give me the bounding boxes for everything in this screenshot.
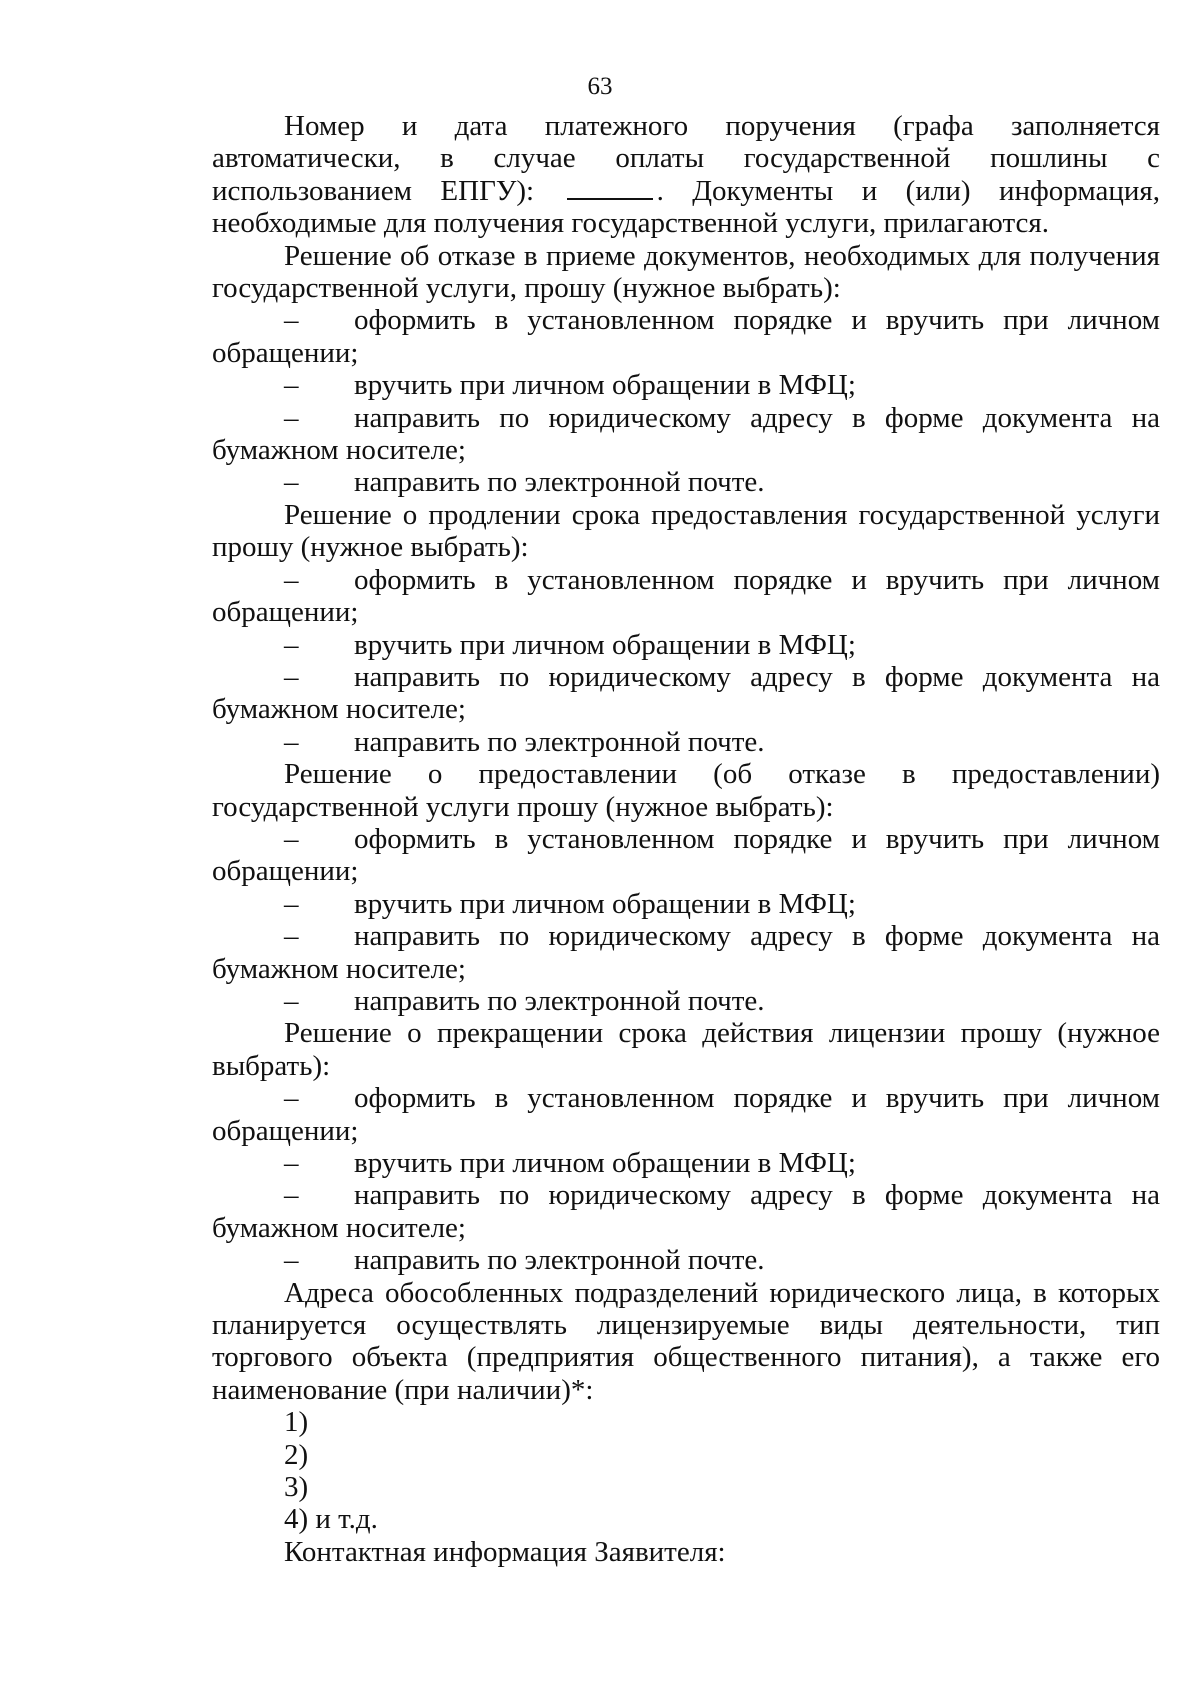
option-list-item [212,726,1160,758]
dash-bullet: – [284,1082,299,1115]
address-list-item: 1) [284,1406,309,1439]
option-text: направить по электронной почте. [354,725,765,758]
addresses-paragraph: Адреса обособленных подразделений юридического лица, в которых планируется осуществлять лицензируемые виды деятельности, тип торгового объекта (предприятия общественного питания), а также его наименование (при наличии)*: [212,1276,1160,1406]
option-text: направить по юридическому адресу в форме документа на бумажном носителе; [212,1179,1160,1244]
section-heading: Решение о прекращении срока действия лицензии прошу (нужное выбрать): [212,1017,1160,1082]
option-text: вручить при личном обращении в МФЦ; [354,369,856,402]
dash-bullet: – [284,466,299,499]
dash-bullet: – [284,369,299,402]
option-list-item [212,1082,1160,1147]
address-list-item: 2) [284,1438,309,1471]
document-body [212,110,1160,1568]
option-text: направить по электронной почте. [354,984,765,1017]
option-list-item [212,629,1160,661]
dash-bullet: – [284,660,299,693]
option-text: оформить в установленном порядке и вручить при личном обращении; [212,822,1160,888]
addresses-list [212,1406,1160,1536]
option-list-item [212,985,1160,1017]
option-list-item [212,823,1160,888]
dash-bullet: – [284,984,299,1017]
option-list-item [212,661,1160,726]
payment-text-before: Номер и дата платежного поручения (графа заполняется автоматически, в случае оплаты государственной пошлины с использованием ЕПГУ): [212,110,1160,207]
option-list-item [212,1244,1160,1276]
option-text: направить по электронной почте. [354,466,765,499]
dash-bullet: – [284,401,299,434]
payment-order-blank [567,176,653,200]
option-list-item [212,466,1160,498]
option-text: направить по юридическому адресу в форме документа на бумажном носителе; [212,660,1160,726]
option-text: направить по электронной почте. [354,1244,765,1277]
option-text: направить по юридическому адресу в форме документа на бумажном носителе; [212,920,1160,985]
option-list-item [212,304,1160,369]
option-list-item [212,888,1160,920]
address-list-item: 3) [284,1471,309,1504]
option-list-item [212,1179,1160,1244]
option-text: направить по юридическому адресу в форме документа на бумажном носителе; [212,401,1160,467]
option-text: оформить в установленном порядке и вручить при личном обращении; [212,1082,1160,1147]
decision-sections [212,240,1160,1277]
option-text: вручить при личном обращении в МФЦ; [354,1147,856,1179]
payment-paragraph [212,110,1160,240]
section-heading: Решение о продлении срока предоставления государственной услуги прошу (нужное выбрать): [212,498,1160,564]
dash-bullet: – [284,822,299,855]
address-list-item: 4) и т.д. [284,1503,378,1536]
dash-bullet: – [284,1179,299,1212]
option-list-item [212,369,1160,401]
option-text: оформить в установленном порядке и вручить при личном обращении; [212,304,1160,369]
dash-bullet: – [284,563,299,596]
option-text: вручить при личном обращении в МФЦ; [354,628,856,661]
dash-bullet: – [284,887,299,920]
contact-info-label: Контактная информация Заявителя: [284,1535,726,1568]
payment-text-after: . Документы и (или) информация, необходимые для получения государственной услуги, прилагаются. [212,174,1161,240]
option-text: вручить при личном обращении в МФЦ; [354,887,856,920]
option-list-item [212,402,1160,467]
option-list-item [212,920,1160,985]
dash-bullet: – [284,304,299,337]
page-number: 63 [587,73,613,100]
dash-bullet: – [284,1147,299,1179]
section-heading: Решение об отказе в приеме документов, необходимых для получения государственной услуги, прошу (нужное выбрать): [212,239,1160,305]
option-text: оформить в установленном порядке и вручить при личном обращении; [212,563,1160,629]
section-heading: Решение о предоставлении (об отказе в предоставлении) государственной услуги прошу (нужное выбрать): [212,758,1160,823]
dash-bullet: – [284,628,299,661]
dash-bullet: – [284,725,299,758]
dash-bullet: – [284,1244,299,1277]
option-list-item [212,1147,1160,1179]
dash-bullet: – [284,920,299,953]
option-list-item [212,564,1160,629]
